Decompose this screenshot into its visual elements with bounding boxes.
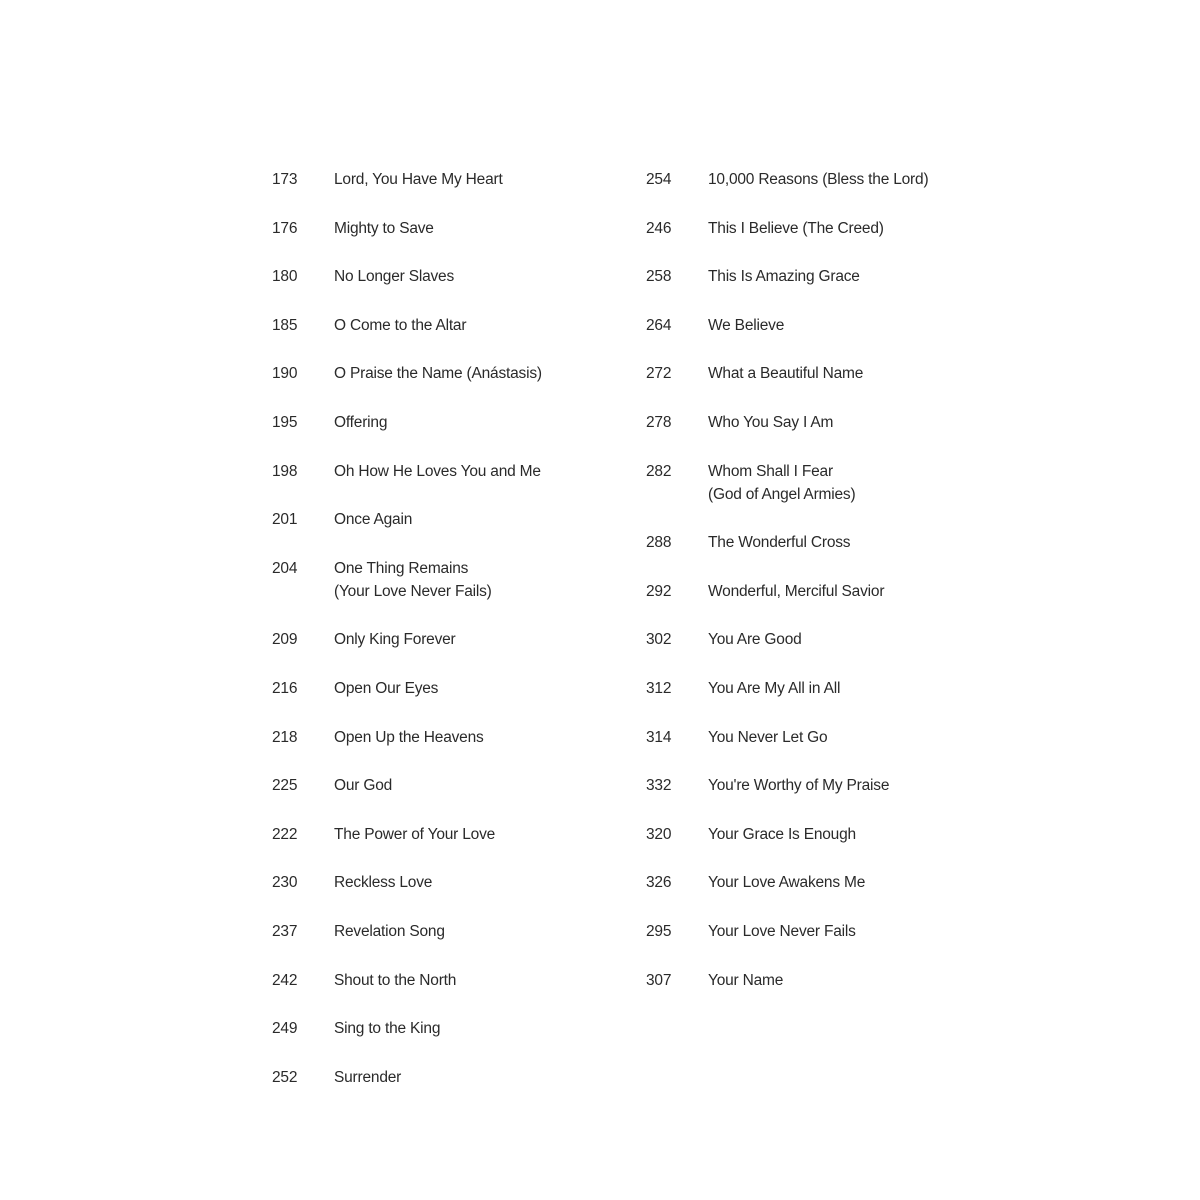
toc-title-line: Revelation Song [334,922,445,940]
toc-title-line: O Praise the Name (Anástasis) [334,365,542,383]
toc-song-title [708,217,966,240]
toc-song-title [334,265,612,288]
toc-title-line: This Is Amazing Grace [708,268,860,286]
toc-page-number: 320 [646,825,672,843]
toc-page-number: 278 [646,413,672,431]
toc-page-number: 209 [272,631,298,649]
toc-title-line: Whom Shall I Fear [708,462,833,480]
toc-title-line: Open Our Eyes [334,679,439,697]
toc-title-line: Sing to the King [334,1020,441,1038]
toc-song-title [334,1017,612,1040]
toc-song-title [708,677,966,700]
toc-page-number: 230 [272,874,298,892]
toc-title-line: The Wonderful Cross [708,534,851,552]
toc-title-line: Offering [334,413,388,431]
toc-entry [272,920,612,943]
toc-entry [272,1017,612,1040]
toc-title-line: Our God [334,777,393,795]
toc-title-line: Lord, You Have My Heart [334,171,503,188]
toc-entry [646,823,966,846]
toc-page-number: 185 [272,316,298,334]
toc-entry [272,774,612,797]
toc-song-title [708,920,966,943]
toc-page-number: 332 [646,777,672,795]
toc-title-line: Only King Forever [334,631,456,649]
toc-entry [646,580,966,603]
toc-entry [272,677,612,700]
toc-page-number: 173 [272,171,298,188]
toc-song-title [708,871,966,894]
toc-page-number: 176 [272,219,298,237]
toc-page-number: 246 [646,219,672,237]
toc-entry [272,557,612,603]
toc-entry [646,411,966,434]
toc-page-number: 225 [272,777,298,795]
toc-title-line: Reckless Love [334,874,433,892]
toc-title-line: We Believe [708,316,785,334]
toc-entry [646,677,966,700]
toc-title-line: (Your Love Never Fails) [334,582,492,600]
toc-entry [272,823,612,846]
toc-entry [272,265,612,288]
toc-song-title [334,1066,612,1089]
toc-page-number: 264 [646,316,672,334]
toc-song-title [334,774,612,797]
toc-page-number: 218 [272,728,298,746]
toc-title-line: Your Love Awakens Me [708,874,866,892]
toc-page-number: 198 [272,462,298,480]
toc-song-title [708,726,966,749]
toc-title-line: The Power of Your Love [334,825,496,843]
toc-title-line: You Never Let Go [708,728,828,746]
toc-entry [272,314,612,337]
toc-entry [646,460,966,506]
toc-page-number: 237 [272,922,298,940]
toc-page-number: 180 [272,268,298,286]
toc-song-title [708,314,966,337]
toc-entry [272,969,612,992]
toc-page-number: 272 [646,365,672,383]
toc-entry [646,362,966,385]
toc-entry [646,969,966,992]
toc-entry [272,1066,612,1089]
toc-song-title [708,823,966,846]
toc-title-line: Shout to the North [334,971,457,989]
toc-song-title [334,726,612,749]
toc-song-title [708,628,966,651]
toc-entry [272,460,612,483]
toc-page-number: 292 [646,582,672,600]
toc-title-line: Your Grace Is Enough [708,825,856,843]
toc-song-title [334,460,612,483]
toc-page-number: 307 [646,971,672,989]
toc-page-number: 314 [646,728,672,746]
toc-page-number: 249 [272,1020,298,1038]
toc-entry [646,920,966,943]
toc-entry [272,628,612,651]
toc-page-number: 204 [272,559,298,577]
toc-song-title [708,168,966,191]
toc-entry [272,871,612,894]
toc-title-line: (God of Angel Armies) [708,485,856,503]
toc-page-number: 302 [646,631,672,649]
toc-entry [646,314,966,337]
toc-title-line: Once Again [334,511,413,529]
toc-entry [646,217,966,240]
toc-entry [646,774,966,797]
toc-entry [272,168,612,191]
toc-title-line: No Longer Slaves [334,268,455,286]
toc-entry [646,531,966,554]
toc-title-line: Who You Say I Am [708,413,834,431]
toc-title-line: You're Worthy of My Praise [708,777,890,795]
toc-song-title [708,411,966,434]
toc-song-title [334,557,612,603]
toc-song-title [334,314,612,337]
toc-song-title [334,871,612,894]
toc-song-title [708,460,966,506]
toc-title-line: Wonderful, Merciful Savior [708,582,885,600]
toc-song-title [708,265,966,288]
toc-page-number: 201 [272,511,298,529]
toc-title-line: Oh How He Loves You and Me [334,462,541,480]
toc-song-title [334,217,612,240]
toc-song-title [708,969,966,992]
toc-entry [646,871,966,894]
toc-title-line: You Are Good [708,631,802,649]
toc-entry [272,217,612,240]
toc-page-number: 216 [272,679,298,697]
toc-title-line: O Come to the Altar [334,316,467,334]
toc-entry [646,168,966,191]
toc-entry [646,265,966,288]
toc-page-number: 326 [646,874,672,892]
toc-title-line: 10,000 Reasons (Bless the Lord) [708,171,929,188]
toc-song-title [334,168,612,191]
toc-entry [646,628,966,651]
toc-page-number: 295 [646,922,672,940]
toc-entry [272,411,612,434]
toc-song-title [334,920,612,943]
toc-page-number: 242 [272,971,298,989]
toc-page-number: 258 [646,268,672,286]
toc-page-number: 190 [272,365,298,383]
toc-song-title [708,580,966,603]
toc-entry [646,726,966,749]
toc-song-title [708,362,966,385]
toc-title-line: What a Beautiful Name [708,365,864,383]
toc-page-number: 282 [646,462,672,480]
toc-page-number: 312 [646,679,672,697]
toc-song-title [334,411,612,434]
toc-song-title [334,362,612,385]
toc-page-number: 254 [646,171,672,188]
toc-title-line: One Thing Remains [334,559,469,577]
toc-title-line: Your Name [708,971,784,989]
toc-page-number: 195 [272,413,298,431]
toc-song-title [708,774,966,797]
toc-page-number: 288 [646,534,672,552]
toc-song-title [334,508,612,531]
toc-page-number: 252 [272,1068,298,1086]
toc-title-line: Surrender [334,1068,402,1086]
toc-page-number: 222 [272,825,298,843]
toc-title-line: Your Love Never Fails [708,922,856,940]
toc-song-title [334,628,612,651]
toc-title-line: Mighty to Save [334,219,434,237]
toc-song-title [334,677,612,700]
toc-entry [272,362,612,385]
toc-title-line: This I Believe (The Creed) [708,219,884,237]
toc-song-title [334,969,612,992]
toc-title-line: You Are My All in All [708,679,841,697]
toc-right-column [646,168,966,1017]
toc-song-title [334,823,612,846]
toc-entry [272,508,612,531]
toc-song-title [708,531,966,554]
toc-left-column [272,168,612,1114]
toc-title-line: Open Up the Heavens [334,728,484,746]
toc-entry [272,726,612,749]
